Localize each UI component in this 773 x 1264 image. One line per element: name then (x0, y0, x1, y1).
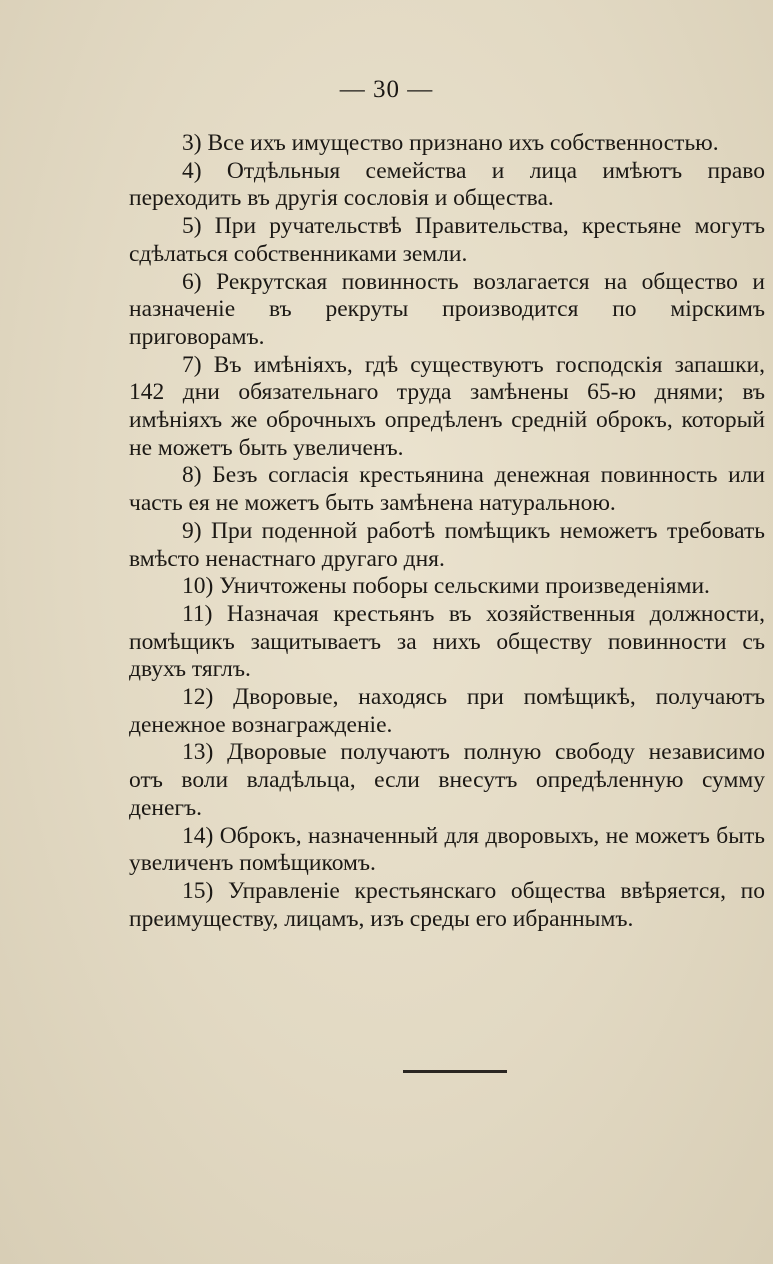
paragraph-3: 3) Все ихъ имущество признано ихъ собственностью. (182, 130, 719, 156)
paragraph-12: 12) Дворовые, находясь при помѣщикѣ, получаютъ денежное вознагражденіе. (129, 684, 765, 738)
paragraph-8: 8) Безъ согласія крестьянина денежная повинность или часть ея не можетъ быть замѣнена натуральною. (129, 462, 765, 517)
paragraph-5: 5) При ручательствѣ Правительства, крестьяне могутъ сдѣлаться собственниками земли. (129, 213, 765, 267)
paragraph-9: 9) При поденной работѣ помѣщикъ неможетъ требовать вмѣсто ненастнаго другаго дня. (129, 517, 765, 572)
paragraph-14: 14) Оброкъ, назначенный для дворовыхъ, не можетъ быть увеличенъ помѣщикомъ. (129, 822, 765, 877)
page-text (129, 130, 765, 933)
paragraph-7: 7) Въ имѣніяхъ, гдѣ существуютъ господскія запашки, 142 дни обязательнаго труда замѣнены 65-ю днями; въ имѣніяхъ же оброчныхъ опредѣленъ средній оброкъ, который не можетъ быть увеличенъ. (129, 351, 765, 461)
paragraph-4: 4) Отдѣльныя семейства и лица имѣютъ право переходить въ другія сословія и общества. (129, 157, 765, 212)
paragraph-13: 13) Дворовые получаютъ полную свободу независимо отъ воли владѣльца, если внесутъ опредѣленную сумму денегъ. (129, 739, 765, 821)
end-divider (403, 1070, 507, 1073)
paragraph-11: 11) Назначая крестьянъ въ хозяйственныя должности, помѣщикъ защитываетъ за нихъ обществу повинности съ двухъ тяглъ. (129, 600, 765, 683)
paragraph-6: 6) Рекрутская повинность возлагается на общество и назначеніе въ рекруты производится по мірскимъ приговорамъ. (129, 268, 765, 350)
page-number: — 30 — (339, 76, 434, 103)
paragraph-10: 10) Уничтожены поборы сельскими произведеніями. (182, 573, 710, 600)
paragraph-15: 15) Управленіе крестьянскаго общества ввѣряется, по преимуществу, лицамъ, изъ среды его ибраннымъ. (129, 877, 765, 932)
